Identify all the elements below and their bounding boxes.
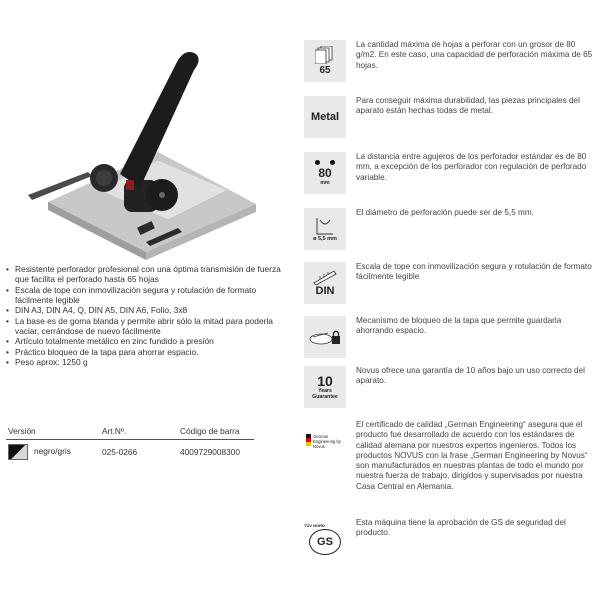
versions-table bbox=[6, 422, 254, 464]
feature-text: Mecanismo de bloqueo de la tapa que permite guardarla ahorrando espacio. bbox=[356, 316, 562, 336]
hole-diameter-icon: ø 5,5 mm bbox=[304, 208, 346, 250]
feature-text: Novus ofrece una garantía de 10 años bajo un uso correcto del aparato. bbox=[356, 366, 585, 386]
version-cell: negro/gris bbox=[6, 440, 100, 465]
feature-text: Para conseguir máxima durabilidad, las piezas principales del aparato están hechas todas de metal. bbox=[356, 96, 580, 116]
lock-icon bbox=[304, 316, 346, 358]
header-barcode: Código de barra bbox=[178, 422, 254, 440]
gs-safety-icon: TÜV NORD GS bbox=[304, 518, 346, 560]
feature-text: Escala de tope con inmovilización segura y rotulación de formato fácilmente legible bbox=[356, 262, 592, 282]
hole-distance-icon: 80 mm bbox=[304, 152, 346, 194]
product-panel bbox=[0, 0, 290, 600]
metal-icon: Metal bbox=[304, 96, 346, 138]
feature-text: Esta máquina tiene la aprobación de GS de seguridad del producto. bbox=[356, 518, 566, 538]
hole-punch-image bbox=[28, 40, 258, 260]
bullet-item: • Escala de tope con inmovilización segura y rotulación de formato fácilmente legible bbox=[6, 285, 288, 305]
bullet-item: • Artículo totalmente metálico en zinc fundido a presión bbox=[6, 336, 288, 346]
barcode-cell: 4009729008300 bbox=[180, 447, 240, 457]
german-engineering-icon: German Engineering by Novus bbox=[304, 420, 348, 462]
sheet-capacity-icon: 65 bbox=[304, 40, 346, 82]
header-version: Versión bbox=[6, 422, 100, 440]
bullet-item: • Peso aprox: 1250 g bbox=[6, 357, 288, 367]
bullet-item: • La base es de goma blanda y permite abrir sólo la mitad para poderla vaciar, cerrándose de nuevo fácilmente bbox=[6, 316, 288, 336]
guarantee-icon: 10 Years Guarantee bbox=[304, 366, 346, 408]
din-scale-icon: DIN bbox=[304, 262, 346, 304]
table-row bbox=[6, 440, 254, 465]
color-swatch-icon bbox=[8, 444, 28, 460]
header-art: Art.Nº. bbox=[100, 422, 178, 440]
bullet-item: • DIN A3, DIN A4, Q, DIN A5, DIN A6, Folio, 3x8 bbox=[6, 305, 288, 315]
feature-text: La cantidad máxima de hojas a perforar con un grosor de 80 g/m2. En este caso, una capacidad de perforación máxima de 65 hojas. bbox=[356, 40, 593, 70]
feature-text: La distancia entre agujeros de los perforador estándar es de 80 mm, a excepción de los perforador con regulación de perforado variable. bbox=[356, 152, 587, 182]
bullet-item: • Resistente perforador profesional con una óptima transmisión de fuerza que facilita el perforado hasta 65 hojas bbox=[6, 264, 288, 284]
feature-text: El diámetro de perforación puede ser de 5,5 mm. bbox=[356, 208, 534, 217]
feature-bullet-list bbox=[6, 264, 288, 367]
art-cell: 025-0266 bbox=[102, 447, 138, 457]
feature-text: El certificado de calidad „German Engineering“ asegura que el producto fue desarrollado de acuerdo con los estándares de calidad alemana por nuestros expertos ingenieros. Todos los productos NOVUS con la frase „German Engineering by Novus“ son manufacturados en nuestras plantas de todo el mundo por nuestra fuerza de trabajo, dirigidos y supervisados por nuestra Casa Central en Alemania. bbox=[356, 420, 588, 491]
bullet-item: • Práctico bloqueo de la tapa para ahorrar espacio. bbox=[6, 347, 288, 357]
holes-icon bbox=[315, 160, 335, 165]
